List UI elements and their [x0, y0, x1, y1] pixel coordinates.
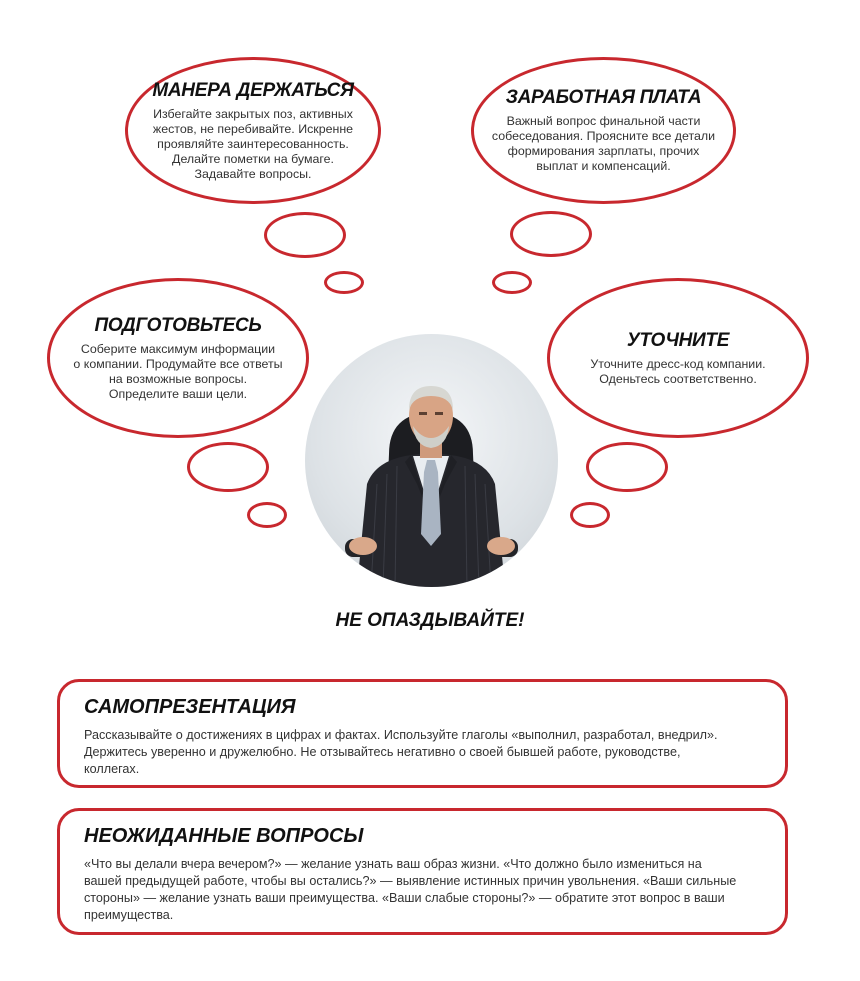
- bubble-clarify-title: УТОЧНИТЕ: [626, 329, 730, 351]
- box-unexpected-questions: [57, 808, 788, 935]
- bubble-salary: [471, 57, 736, 204]
- thought-dot-manner-small: [324, 271, 364, 294]
- thought-dot-prepare-small: [247, 502, 287, 528]
- box-unexpected-questions-title: НЕОЖИДАННЫЕ ВОПРОСЫ: [84, 825, 364, 847]
- portrait-illustration: [305, 334, 558, 587]
- thought-dot-clarify-small: [570, 502, 610, 528]
- bubble-salary-text: Важный вопрос финальной части собеседования. Проясните все детали формирования зарплаты, прочих выплат и компенсаций.: [491, 114, 716, 173]
- bubble-manner-title: МАНЕРА ДЕРЖАТЬСЯ: [152, 79, 354, 101]
- thought-dot-manner-large: [264, 212, 346, 258]
- box-unexpected-questions-text: «Что вы делали вчера вечером?» — желание узнать ваш образ жизни. «Что должно было измениться на вашей предыдущей работе, чтобы вы остались?» — выявление истинных причин увольнения. «Ваши сильные стороны» — желание узнать ваши преимущества. «Ваши слабые стороны?» — обратите этот вопрос в ваши преимущества.: [84, 857, 737, 922]
- thought-dot-salary-large: [510, 211, 592, 257]
- box-self-presentation: [57, 679, 788, 788]
- late-warning-title: НЕ ОПАЗДЫВАЙТЕ!: [335, 610, 525, 631]
- bubble-salary-title: ЗАРАБОТНАЯ ПЛАТА: [505, 87, 702, 108]
- bubble-manner-text: Избегайте закрытых поз, активных жестов, не перебивайте. Искренне проявляйте заинтересованность. Делайте пометки на бумаге. Задавайте вопросы.: [152, 106, 354, 181]
- thought-dot-salary-small: [492, 271, 532, 294]
- thought-dot-prepare-large: [187, 442, 269, 492]
- businessman-portrait-icon: [305, 334, 558, 587]
- bubble-clarify: [547, 278, 809, 438]
- bubble-prepare: [47, 278, 309, 438]
- box-self-presentation-text: Рассказывайте о достижениях в цифрах и фактах. Используйте глаголы «выполнил, разработал, внедрил». Держитесь уверенно и дружелюбно. Не отзывайтесь негативно о своей бывшей работе, руководстве, коллегах.: [84, 728, 718, 776]
- bubble-clarify-text: Уточните дресс-код компании. Оденьтесь соответственно.: [590, 356, 766, 386]
- bubble-manner: [125, 57, 381, 204]
- bubble-prepare-text: Соберите максимум информации о компании. Продумайте все ответы на возможные вопросы. Определите ваши цели.: [73, 341, 283, 401]
- box-self-presentation-title: САМОПРЕЗЕНТАЦИЯ: [84, 696, 296, 718]
- thought-dot-clarify-large: [586, 442, 668, 492]
- bubble-prepare-title: ПОДГОТОВЬТЕСЬ: [94, 314, 262, 336]
